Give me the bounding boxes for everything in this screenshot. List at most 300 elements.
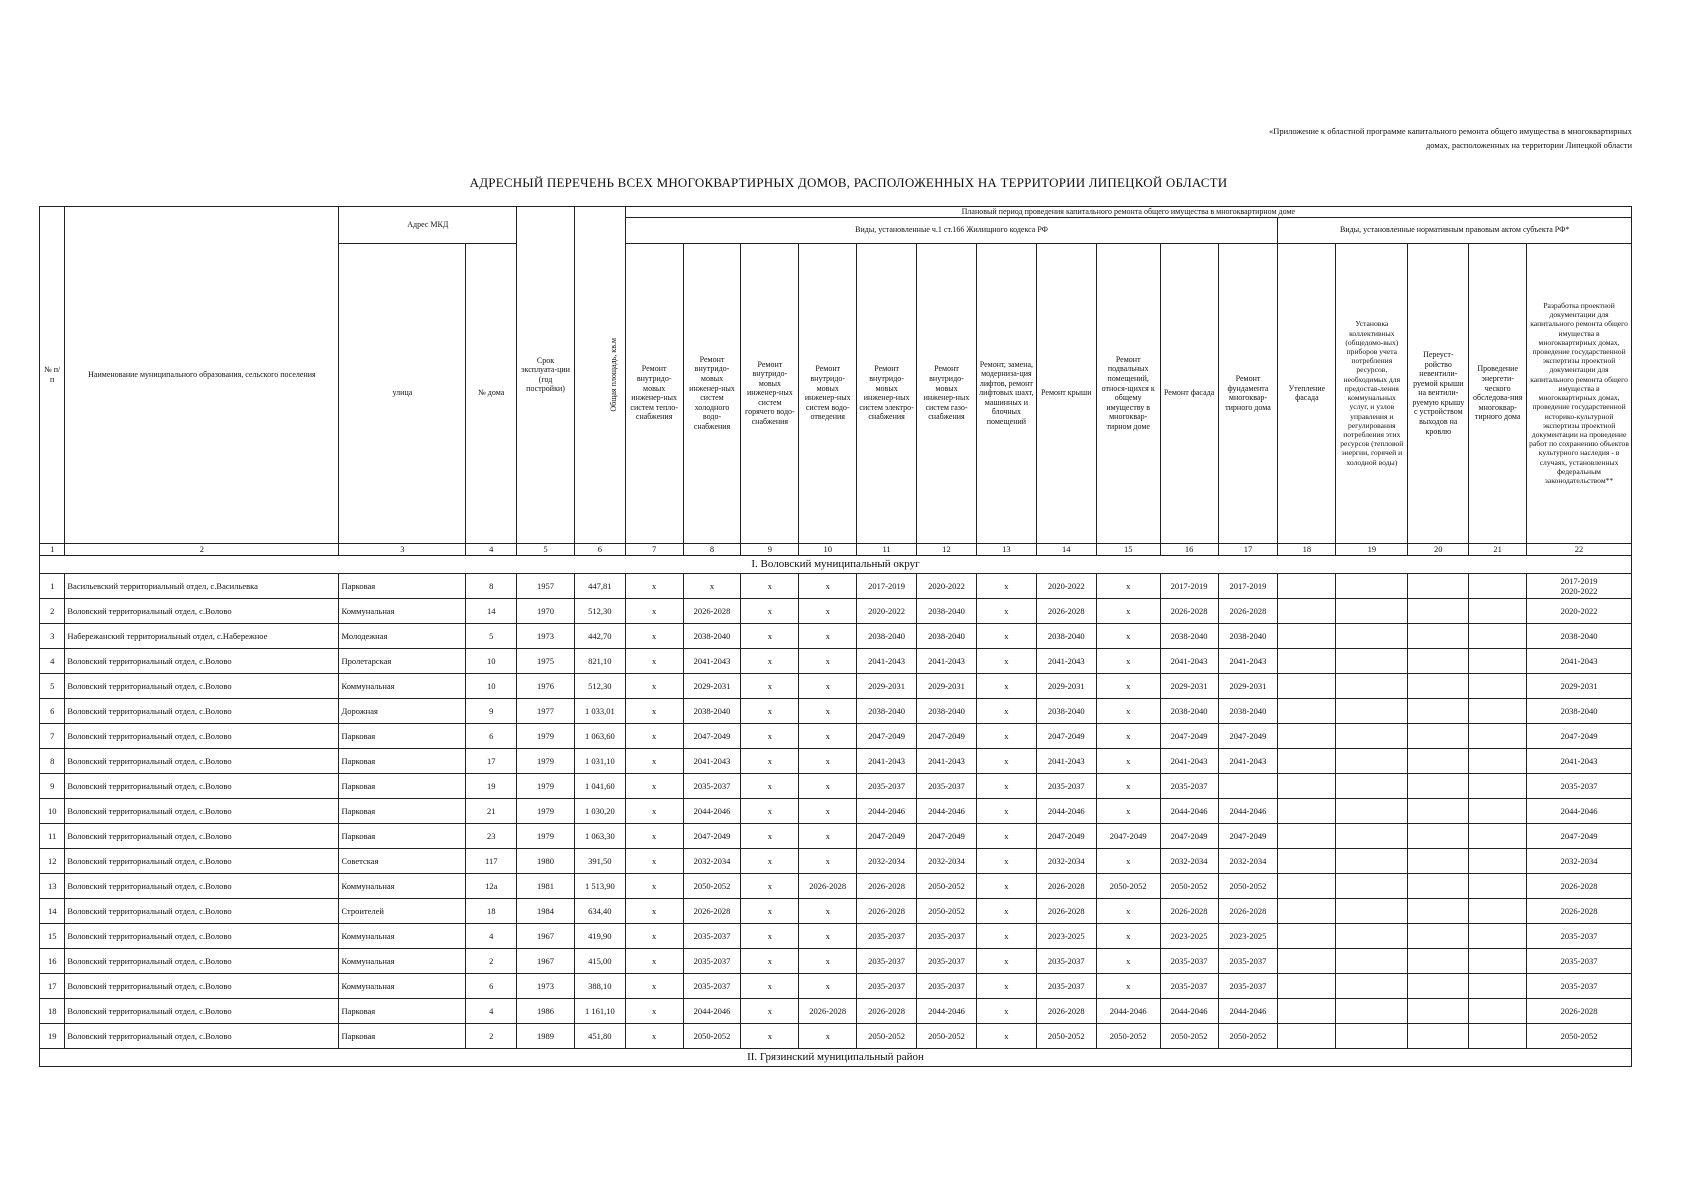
cell-n: 9 [40,773,65,798]
column-number: 8 [683,543,741,555]
cell-c11: 2047-2049 [857,823,917,848]
cell-c21 [1469,1023,1527,1048]
cell-c11: 2017-2019 [857,573,917,598]
cell-name: Воловский территориальный отдел, с.Волово [65,698,339,723]
cell-c15: x [1096,848,1160,873]
cell-area: 1 030,20 [574,798,625,823]
cell-c10: x [799,723,857,748]
table-row [40,598,1632,623]
cell-c21 [1469,848,1527,873]
cell-c8: 2041-2043 [683,648,741,673]
cell-c18 [1278,923,1336,948]
cell-c16: 2044-2046 [1160,998,1218,1023]
cell-house: 2 [466,1023,517,1048]
cell-c19 [1336,773,1408,798]
cell-c13: x [976,823,1036,848]
header-area: Общая площадь, кв.м [574,207,625,544]
cell-c20 [1408,698,1469,723]
header-types-zhk: Виды, установленные ч.1 ст.166 Жилищного кодекса РФ [625,217,1278,243]
cell-area: 415,00 [574,948,625,973]
cell-c16: 2041-2043 [1160,748,1218,773]
cell-c18 [1278,673,1336,698]
cell-c10: x [799,898,857,923]
cell-area: 512,30 [574,673,625,698]
cell-c16: 2035-2037 [1160,773,1218,798]
cell-c7: x [625,948,683,973]
cell-c8: 2038-2040 [683,623,741,648]
header-work-21: Проведение энергети-ческого обследова-ния многоквар-тирного дома [1469,243,1527,543]
cell-year: 1967 [517,948,575,973]
cell-year: 1979 [517,823,575,848]
cell-c21 [1469,698,1527,723]
cell-house: 4 [466,998,517,1023]
header-work-9: Ремонт внутридо-мовых инженер-ных систем горячего водо-снабжения [741,243,799,543]
cell-name: Воловский территориальный отдел, с.Волово [65,748,339,773]
cell-area: 442,70 [574,623,625,648]
cell-c13: x [976,773,1036,798]
cell-c22 [1527,748,1632,773]
cell-street: Парковая [339,723,466,748]
cell-street: Строителей [339,898,466,923]
cell-c19 [1336,573,1408,598]
cell-c10: x [799,598,857,623]
cell-n: 10 [40,798,65,823]
cell-c22-line-1: 2020-2022 [1560,605,1598,616]
cell-c18 [1278,698,1336,723]
cell-c19 [1336,948,1408,973]
cell-area: 451,80 [574,1023,625,1048]
cell-c22-line-1: 2035-2037 [1560,930,1598,941]
cell-house: 12а [466,873,517,898]
cell-c14: 2032-2034 [1036,848,1096,873]
cell-house: 6 [466,973,517,998]
cell-c9: x [741,673,799,698]
cell-c17: 2050-2052 [1218,873,1278,898]
cell-c22-line-1: 2026-2028 [1560,905,1598,916]
cell-house: 4 [466,923,517,948]
cell-c22 [1527,798,1632,823]
cell-c19 [1336,823,1408,848]
cell-year: 1967 [517,923,575,948]
cell-c21 [1469,598,1527,623]
cell-area: 634,40 [574,898,625,923]
cell-c20 [1408,673,1469,698]
cell-c14: 2026-2028 [1036,998,1096,1023]
cell-c12: 2020-2022 [917,573,977,598]
appendix-note-line-1: «Приложение к областной программе капитального ремонта общего имущества в многоквартирных [1268,126,1632,136]
cell-c10: x [799,948,857,973]
cell-c16: 2038-2040 [1160,698,1218,723]
cell-c13: x [976,673,1036,698]
cell-c13: x [976,648,1036,673]
cell-c14: 2041-2043 [1036,648,1096,673]
cell-c9: x [741,898,799,923]
cell-c22 [1527,723,1632,748]
cell-c22 [1527,898,1632,923]
cell-name: Воловский территориальный отдел, с.Волово [65,598,339,623]
cell-c10: x [799,573,857,598]
cell-house: 23 [466,823,517,848]
cell-c17: 2047-2049 [1218,723,1278,748]
cell-c18 [1278,898,1336,923]
cell-c15: 2044-2046 [1096,998,1160,1023]
cell-name: Воловский территориальный отдел, с.Волово [65,898,339,923]
cell-c20 [1408,848,1469,873]
cell-name: Воловский территориальный отдел, с.Волово [65,873,339,898]
cell-c17: 2026-2028 [1218,598,1278,623]
cell-c14: 2026-2028 [1036,873,1096,898]
cell-c16: 2047-2049 [1160,823,1218,848]
cell-c21 [1469,973,1527,998]
table-row [40,823,1632,848]
column-number: 20 [1408,543,1469,555]
cell-c15: x [1096,773,1160,798]
cell-c18 [1278,848,1336,873]
cell-c19 [1336,973,1408,998]
cell-c7: x [625,723,683,748]
cell-c9: x [741,998,799,1023]
table-row [40,673,1632,698]
cell-area: 419,90 [574,923,625,948]
cell-street: Коммунальная [339,923,466,948]
cell-c20 [1408,1023,1469,1048]
cell-c10: x [799,648,857,673]
header-year: Срок эксплуата-ции (год постройки) [517,207,575,544]
cell-c11: 2041-2043 [857,648,917,673]
cell-c22-line-1: 2029-2031 [1560,680,1598,691]
column-number: 9 [741,543,799,555]
cell-c9: x [741,923,799,948]
cell-c15: 2050-2052 [1096,873,1160,898]
cell-house: 18 [466,898,517,923]
cell-c11: 2032-2034 [857,848,917,873]
cell-c8: 2035-2037 [683,923,741,948]
cell-area: 1 161,10 [574,998,625,1023]
housing-register-table [39,206,1632,1067]
cell-c21 [1469,998,1527,1023]
table-row [40,973,1632,998]
cell-house: 10 [466,673,517,698]
cell-c19 [1336,798,1408,823]
cell-c14: 2041-2043 [1036,748,1096,773]
cell-c12: 2041-2043 [917,748,977,773]
cell-year: 1979 [517,723,575,748]
cell-c15: x [1096,723,1160,748]
cell-c8: x [683,573,741,598]
cell-c14: 2047-2049 [1036,823,1096,848]
cell-c13: x [976,923,1036,948]
cell-c11: 2035-2037 [857,973,917,998]
cell-street: Дорожная [339,698,466,723]
cell-n: 17 [40,973,65,998]
column-number: 16 [1160,543,1218,555]
table-row [40,723,1632,748]
column-number: 19 [1336,543,1408,555]
cell-c20 [1408,973,1469,998]
cell-c19 [1336,598,1408,623]
cell-c12: 2038-2040 [917,623,977,648]
cell-name: Набережанский территориальный отдел, с.Набережное [65,623,339,648]
cell-c15: x [1096,648,1160,673]
cell-c13: x [976,573,1036,598]
cell-c9: x [741,648,799,673]
cell-c14: 2020-2022 [1036,573,1096,598]
cell-c10: x [799,673,857,698]
cell-year: 1973 [517,623,575,648]
cell-c12: 2038-2040 [917,598,977,623]
cell-area: 391,50 [574,848,625,873]
cell-n: 14 [40,898,65,923]
cell-n: 18 [40,998,65,1023]
cell-c13: x [976,748,1036,773]
cell-c14: 2038-2040 [1036,623,1096,648]
cell-c22-line-1: 2035-2037 [1560,980,1598,991]
cell-c21 [1469,798,1527,823]
cell-c22-line-1: 2032-2034 [1560,855,1598,866]
cell-c22 [1527,623,1632,648]
cell-c17: 2047-2049 [1218,823,1278,848]
cell-c15: 2050-2052 [1096,1023,1160,1048]
cell-c18 [1278,648,1336,673]
cell-year: 1989 [517,1023,575,1048]
cell-year: 1979 [517,748,575,773]
cell-c13: x [976,598,1036,623]
cell-c9: x [741,973,799,998]
cell-c19 [1336,1023,1408,1048]
cell-street: Парковая [339,773,466,798]
cell-street: Коммунальная [339,973,466,998]
cell-c13: x [976,623,1036,648]
cell-c21 [1469,623,1527,648]
cell-c19 [1336,923,1408,948]
cell-c12: 2035-2037 [917,923,977,948]
column-number: 11 [857,543,917,555]
cell-c18 [1278,723,1336,748]
cell-c8: 2047-2049 [683,723,741,748]
cell-c18 [1278,998,1336,1023]
cell-c9: x [741,623,799,648]
header-address: Адрес МКД [339,207,517,244]
cell-c8: 2026-2028 [683,598,741,623]
cell-c13: x [976,848,1036,873]
table-row [40,648,1632,673]
cell-c9: x [741,948,799,973]
cell-c21 [1469,723,1527,748]
cell-area: 512,30 [574,598,625,623]
cell-c7: x [625,698,683,723]
column-number: 5 [517,543,575,555]
cell-c10: x [799,698,857,723]
cell-c17 [1218,773,1278,798]
cell-c17: 2035-2037 [1218,948,1278,973]
cell-c14: 2047-2049 [1036,723,1096,748]
cell-c12: 2035-2037 [917,773,977,798]
cell-c15: x [1096,698,1160,723]
cell-c8: 2035-2037 [683,973,741,998]
header-name: Наименование муниципального образования, сельского поселения [65,207,339,544]
column-number: 10 [799,543,857,555]
cell-c19 [1336,998,1408,1023]
column-number: 3 [339,543,466,555]
header-house: № дома [466,243,517,543]
cell-c22-line-1: 2050-2052 [1560,1030,1598,1041]
cell-c18 [1278,948,1336,973]
cell-c16: 2035-2037 [1160,973,1218,998]
cell-c20 [1408,648,1469,673]
cell-c22 [1527,648,1632,673]
cell-c19 [1336,848,1408,873]
cell-c15: 2047-2049 [1096,823,1160,848]
cell-house: 19 [466,773,517,798]
cell-c20 [1408,573,1469,598]
cell-c16: 2041-2043 [1160,648,1218,673]
cell-c21 [1469,873,1527,898]
cell-c15: x [1096,923,1160,948]
cell-c22 [1527,973,1632,998]
cell-area: 1 063,60 [574,723,625,748]
cell-c18 [1278,798,1336,823]
cell-c19 [1336,648,1408,673]
cell-street: Парковая [339,748,466,773]
cell-c15: x [1096,948,1160,973]
cell-c12: 2035-2037 [917,948,977,973]
cell-c8: 2038-2040 [683,698,741,723]
cell-c14: 2035-2037 [1036,773,1096,798]
cell-c10: x [799,923,857,948]
cell-street: Коммунальная [339,598,466,623]
cell-c22 [1527,998,1632,1023]
cell-c8: 2032-2034 [683,848,741,873]
cell-c18 [1278,748,1336,773]
cell-c16: 2026-2028 [1160,898,1218,923]
cell-area: 388,10 [574,973,625,998]
cell-c9: x [741,823,799,848]
cell-year: 1970 [517,598,575,623]
cell-c12: 2044-2046 [917,998,977,1023]
cell-c19 [1336,723,1408,748]
cell-street: Коммунальная [339,873,466,898]
cell-c22-line-1: 2041-2043 [1560,755,1598,766]
cell-c8: 2047-2049 [683,823,741,848]
cell-c7: x [625,773,683,798]
cell-c17: 2041-2043 [1218,648,1278,673]
column-number: 1 [40,543,65,555]
cell-street: Коммунальная [339,673,466,698]
table-row [40,773,1632,798]
table-row [40,1023,1632,1048]
cell-year: 1975 [517,648,575,673]
cell-c11: 2038-2040 [857,698,917,723]
cell-year: 1979 [517,798,575,823]
cell-house: 2 [466,948,517,973]
cell-n: 3 [40,623,65,648]
cell-c21 [1469,823,1527,848]
cell-c11: 2026-2028 [857,873,917,898]
cell-c7: x [625,573,683,598]
table-row [40,748,1632,773]
cell-c18 [1278,598,1336,623]
cell-c18 [1278,573,1336,598]
cell-c10: x [799,973,857,998]
cell-street: Молодежная [339,623,466,648]
cell-c22-line-1: 2047-2049 [1560,730,1598,741]
cell-c20 [1408,723,1469,748]
cell-c17: 2038-2040 [1218,623,1278,648]
cell-c20 [1408,623,1469,648]
cell-c12: 2029-2031 [917,673,977,698]
cell-area: 1 033,01 [574,698,625,723]
cell-c9: x [741,848,799,873]
appendix-note-line-2: домах, расположенных на территории Липецкой области [1425,140,1632,150]
cell-c11: 2026-2028 [857,998,917,1023]
cell-c12: 2050-2052 [917,898,977,923]
cell-c14: 2044-2046 [1036,798,1096,823]
cell-c17: 2017-2019 [1218,573,1278,598]
cell-c13: x [976,798,1036,823]
cell-c22 [1527,698,1632,723]
cell-c15: x [1096,623,1160,648]
cell-c13: x [976,1023,1036,1048]
cell-c7: x [625,973,683,998]
cell-name: Воловский территориальный отдел, с.Волово [65,998,339,1023]
cell-c21 [1469,948,1527,973]
cell-c19 [1336,898,1408,923]
cell-c12: 2032-2034 [917,848,977,873]
cell-name: Воловский территориальный отдел, с.Волово [65,1023,339,1048]
table-row [40,798,1632,823]
cell-c7: x [625,1023,683,1048]
cell-name: Воловский территориальный отдел, с.Волово [65,948,339,973]
cell-c20 [1408,748,1469,773]
cell-c9: x [741,873,799,898]
cell-c16: 2035-2037 [1160,948,1218,973]
cell-year: 1957 [517,573,575,598]
cell-c7: x [625,673,683,698]
section-header-gryazinsky [40,1048,1632,1066]
cell-year: 1973 [517,973,575,998]
section-header-gryazinsky-title: II. Грязинский муниципальный район [40,1048,1632,1066]
cell-c10: x [799,848,857,873]
cell-c11: 2035-2037 [857,773,917,798]
cell-c15: x [1096,598,1160,623]
header-work-16: Ремонт фасада [1160,243,1218,543]
cell-c22-line-1: 2047-2049 [1560,830,1598,841]
cell-c22 [1527,848,1632,873]
cell-house: 10 [466,648,517,673]
cell-c12: 2035-2037 [917,973,977,998]
cell-c8: 2035-2037 [683,948,741,973]
cell-year: 1986 [517,998,575,1023]
cell-n: 1 [40,573,65,598]
cell-c7: x [625,623,683,648]
cell-c22 [1527,673,1632,698]
cell-c7: x [625,823,683,848]
cell-n: 11 [40,823,65,848]
column-number: 4 [466,543,517,555]
cell-house: 14 [466,598,517,623]
column-number: 14 [1036,543,1096,555]
cell-c22-line-2: 2020-2022 [1560,585,1598,596]
cell-name: Воловский территориальный отдел, с.Волово [65,723,339,748]
cell-year: 1981 [517,873,575,898]
cell-c17: 2023-2025 [1218,923,1278,948]
cell-c13: x [976,898,1036,923]
cell-c19 [1336,673,1408,698]
cell-area: 447,81 [574,573,625,598]
table-row [40,623,1632,648]
cell-c16: 2032-2034 [1160,848,1218,873]
cell-c22 [1527,573,1632,598]
